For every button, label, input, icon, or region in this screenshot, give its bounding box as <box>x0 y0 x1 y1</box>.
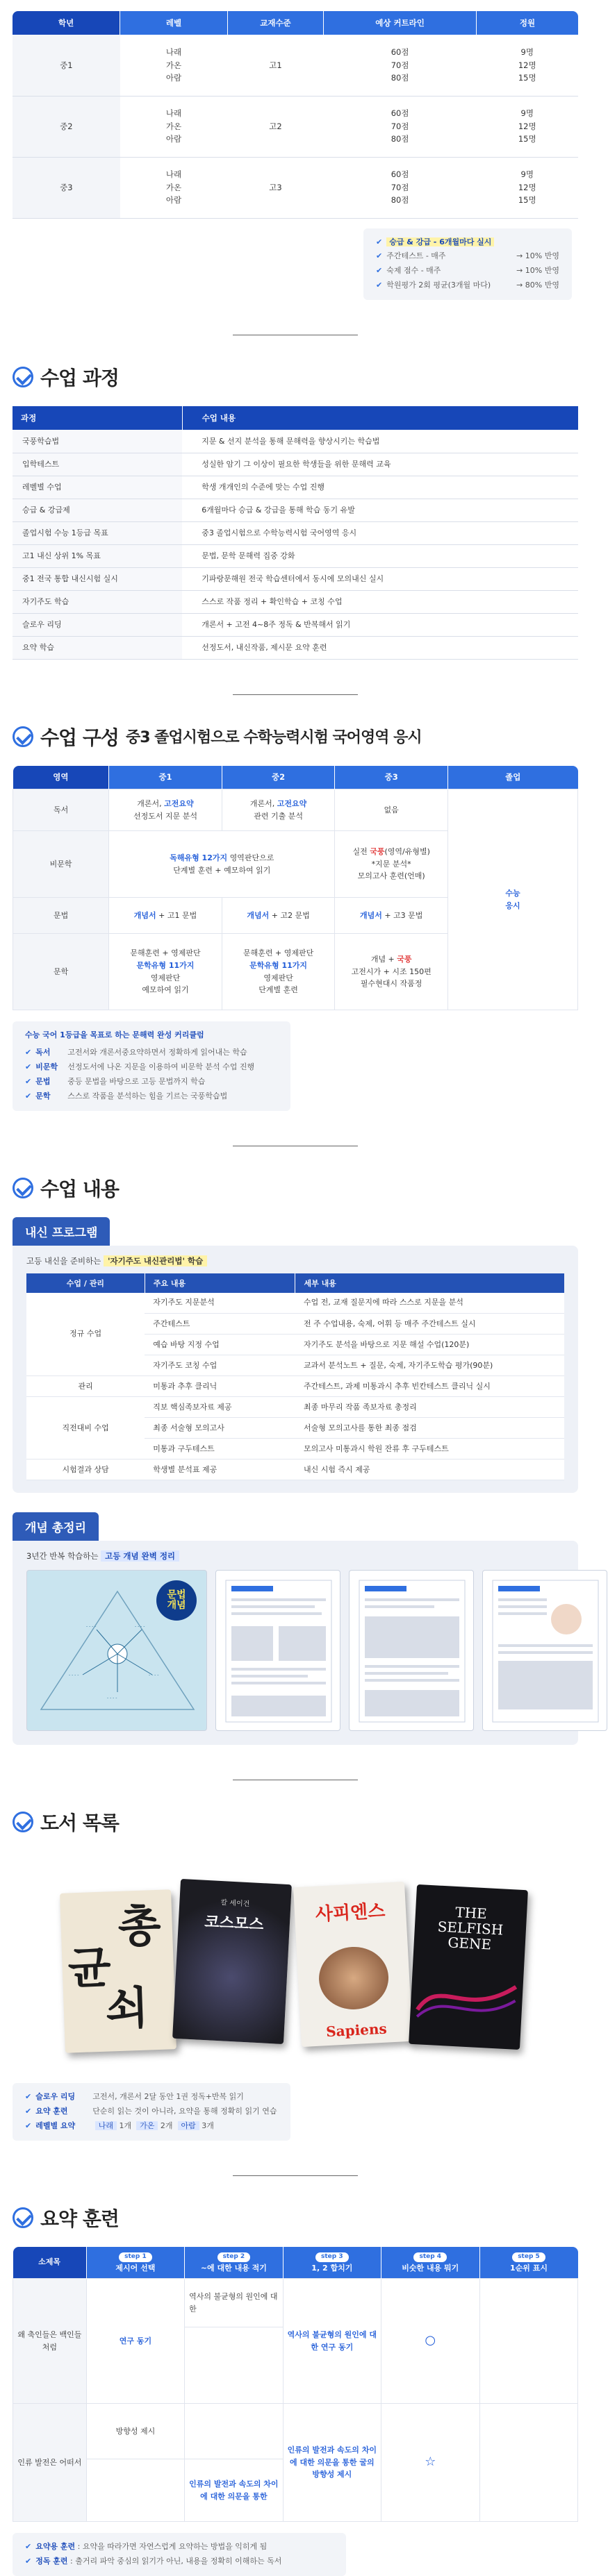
detail-cell: 전 주 수업내용, 숙제, 어휘 등 매주 주간테스트 실시 <box>295 1314 564 1335</box>
course-desc: 6개월마다 승급 & 강급을 통해 학습 동기 유발 <box>182 499 578 521</box>
course-name: 입학테스트 <box>13 453 182 476</box>
main-cell: 주간테스트 <box>145 1314 295 1335</box>
cap-value: 9명 <box>520 169 534 180</box>
grad-cell: 수능 응시 <box>447 789 577 1010</box>
cut-cell <box>324 35 477 96</box>
table-row <box>13 636 578 659</box>
cut-value: 70점 <box>391 60 409 70</box>
cut-cell <box>324 157 477 218</box>
grammar-concept-badge: 문법 개념 <box>156 1580 197 1621</box>
concept-head: 개념 총정리 <box>13 1512 99 1541</box>
section-title: 도서 목록 <box>13 1808 578 1836</box>
course-name: 승급 & 강급제 <box>13 499 182 521</box>
level-name: 가온 <box>165 121 182 131</box>
svg-text:- - - -: - - - - <box>107 1696 117 1701</box>
cut-value: 60점 <box>391 108 409 119</box>
table-row <box>13 499 578 521</box>
cell: 개론서, 고전요약 관련 기출 분석 <box>222 789 335 831</box>
course-name: 레벨별 수업 <box>13 476 182 499</box>
concept-block <box>13 1512 578 1745</box>
level-name: 아람 <box>165 134 182 144</box>
cap-value: 15명 <box>518 134 536 144</box>
cell <box>185 2404 283 2459</box>
cut-value: 70점 <box>391 121 409 131</box>
cap-cell <box>476 157 578 218</box>
course-desc: 문법, 문학 문해력 집중 강화 <box>182 544 578 567</box>
table-row <box>13 476 578 499</box>
cell: 개념서 + 고1 문법 <box>109 898 222 934</box>
section-title: 수업 내용 <box>13 1174 578 1202</box>
check-mark-icon: ✔ <box>25 2092 32 2102</box>
levels-cell <box>120 157 228 218</box>
course-desc: 기파랑문해원 전국 학습센터에서 동시에 모의내신 실시 <box>182 567 578 590</box>
cap-value: 9명 <box>520 108 534 119</box>
table-row <box>13 521 578 544</box>
course-desc: 선정도서, 내신작품, 제시문 요약 훈련 <box>182 636 578 659</box>
course-name: 졸업시험 수능 1등급 목표 <box>13 521 182 544</box>
table-row <box>13 613 578 636</box>
level-name: 아람 <box>165 195 182 206</box>
cut-cell <box>324 96 477 157</box>
concept-card <box>349 1570 474 1731</box>
dna-image <box>410 1968 524 2029</box>
table-row <box>26 1460 564 1480</box>
category-cell: 직전대비 수업 <box>26 1397 145 1460</box>
cut-value: 60점 <box>391 169 409 180</box>
header-main: 주요 내용 <box>145 1273 295 1293</box>
area-cell: 문학 <box>13 934 109 1010</box>
cell <box>86 2459 184 2522</box>
cell: ☆ <box>381 2404 479 2522</box>
naesin-table <box>26 1273 564 1481</box>
category-cell: 관리 <box>26 1376 145 1397</box>
content-section <box>13 1174 578 1746</box>
detail-cell: 주간테스트, 과제 미통과시 추후 빈칸테스트 클리닉 실시 <box>295 1376 564 1397</box>
header-step: step 1 제시어 선택 <box>86 2247 184 2279</box>
course-table <box>13 406 578 660</box>
level-name: 나래 <box>165 47 182 58</box>
summary-section <box>13 2204 578 2576</box>
check-mark-icon: ✔ <box>376 266 383 276</box>
check-mark-icon: ✔ <box>25 1076 32 1086</box>
subtitle-cell: 인류 발전은 어떠서 <box>13 2404 87 2522</box>
cell: 개론서, 고전요약 선정도서 지문 분석 <box>109 789 222 831</box>
header-grade: 학년 <box>13 11 120 35</box>
cell: 개념서 + 고2 문법 <box>222 898 335 934</box>
note-item: ✔ 정독 훈련 : 출거리 파악 중심의 읽기가 아닌, 내용을 정확히 이해하는 독서 <box>25 2557 282 2566</box>
check-mark-icon: ✔ <box>25 2121 32 2130</box>
cell <box>185 2327 283 2404</box>
naesin-panel <box>13 1246 578 1494</box>
structure-note <box>13 1021 290 1110</box>
table-row <box>13 567 578 590</box>
book-cover <box>409 1884 528 2050</box>
grade-cell: 중2 <box>13 96 120 157</box>
header-area: 영역 <box>13 766 109 789</box>
book-cell: 고2 <box>227 96 323 157</box>
table-row <box>13 2404 578 2459</box>
cell: 연구 동기 <box>86 2279 184 2404</box>
category-cell: 시험결과 상담 <box>26 1460 145 1480</box>
svg-text:- - - -: - - - - <box>86 1624 97 1630</box>
cut-value: 80점 <box>391 72 409 83</box>
book-section <box>13 1808 578 2141</box>
main-cell: 직보 핵심족보자료 제공 <box>145 1397 295 1418</box>
cap-cell <box>476 96 578 157</box>
course-name: 자기주도 학습 <box>13 590 182 613</box>
check-mark-icon: ✔ <box>25 2542 32 2552</box>
subtitle-cell: 왜 축인들은 백인들처럼 <box>13 2279 87 2404</box>
main-cell: 미통과 추후 클리닉 <box>145 1376 295 1397</box>
naesin-head: 내신 프로그램 <box>13 1217 110 1246</box>
cap-value: 12명 <box>518 60 536 70</box>
detail-cell: 최종 마무리 작품 족보자료 총정리 <box>295 1397 564 1418</box>
detail-cell: 수업 전, 교재 질문지에 따라 스스로 지문을 분석 <box>295 1293 564 1314</box>
table-row <box>26 1293 564 1314</box>
levels-cell <box>120 35 228 96</box>
note-item: ✔ 요약 훈련 단순히 읽는 것이 아니라, 요약을 통해 정확히 읽기 연습 <box>25 2106 277 2116</box>
svg-text:- - - -: - - - - <box>135 1624 145 1630</box>
book-cover: 사피엔스 Sapiens <box>293 1882 413 2047</box>
note-item: ✔ 슬로우 리딩 고전서, 개론서 2달 동안 1권 정독+반복 읽기 <box>25 2092 244 2102</box>
header-step: step 3 1, 2 합치기 <box>283 2247 381 2279</box>
note-item: ✔ 레벨별 요약 나래 1개 가온 2개 아람 3개 <box>25 2121 214 2130</box>
summary-table <box>13 2247 578 2523</box>
header-capacity: 정원 <box>476 11 578 35</box>
section-title: 수업 구성 중3 졸업시험으로 수학능력시험 국어영역 응시 <box>13 723 578 751</box>
check-mark-icon: ✔ <box>376 251 383 261</box>
concept-card <box>215 1570 340 1731</box>
arrow-icon: → <box>516 281 523 290</box>
area-cell: 문법 <box>13 898 109 934</box>
table-row <box>13 2279 578 2327</box>
naesin-intro: 고등 내신을 준비하는 '자기주도 내신관리법' 학습 <box>26 1255 564 1266</box>
cell: 개념 + 국풍 고전시가 + 시조 150편 필수현대시 작품정 <box>335 934 448 1010</box>
main-cell: 예습 바탕 지정 수업 <box>145 1335 295 1355</box>
cut-value: 60점 <box>391 47 409 58</box>
book-title: 총 균 쇠 <box>67 1899 162 2036</box>
main-cell: 자기주도 코칭 수업 <box>145 1355 295 1376</box>
header-book: 교재수준 <box>227 11 323 35</box>
structure-section <box>13 723 578 1111</box>
course-name: 중1 전국 통합 내신시험 실시 <box>13 567 182 590</box>
concept-card <box>26 1570 207 1731</box>
table-row <box>26 1376 564 1397</box>
level-name: 나래 <box>165 169 182 180</box>
header-step: step 4 비슷한 내용 뭐기 <box>381 2247 479 2279</box>
header-grad: 졸업 <box>447 766 577 789</box>
cap-value: 9명 <box>520 47 534 58</box>
check-mark-icon: ✔ <box>25 1091 32 1101</box>
header-m3: 중3 <box>335 766 448 789</box>
header-step: step 2 ~에 대한 내용 적기 <box>185 2247 283 2279</box>
check-mark-icon: ✔ <box>376 281 383 290</box>
cap-cell <box>476 35 578 96</box>
check-circle-icon <box>13 1178 33 1198</box>
cell: 문해훈련 + 영제판단 문학유형 11가지 영제판단 예모하여 읽기 <box>109 934 222 1010</box>
detail-cell: 모의고사 미통과시 학원 잔류 후 구두테스트 <box>295 1439 564 1460</box>
course-desc: 개론서 + 고전 4~8주 정독 & 반복해서 읽기 <box>182 613 578 636</box>
check-mark-icon: ✔ <box>376 237 383 246</box>
section-title: 수업 과정 <box>13 363 578 391</box>
section-divider <box>233 2175 358 2176</box>
cell: ○ <box>381 2279 479 2404</box>
level-name: 가온 <box>165 182 182 192</box>
cap-value: 15명 <box>518 72 536 83</box>
promo-note-item: ✔ 학원평가 2회 평균(3개월 마다) → 80% 반영 <box>376 281 559 290</box>
cell: 역사의 불균형의 원인에 대한 <box>185 2279 283 2327</box>
header-subtitle: 소제목 <box>13 2247 87 2279</box>
cap-value: 15명 <box>518 195 536 206</box>
cut-value: 70점 <box>391 182 409 192</box>
structure-table <box>13 766 578 1011</box>
book-cell: 고3 <box>227 157 323 218</box>
arrow-icon: → <box>516 266 523 276</box>
worksheet-image <box>216 1571 341 1732</box>
levels-cell <box>120 96 228 157</box>
check-circle-icon <box>13 726 33 747</box>
note-item: ✔ 비문학 선정도서에 나온 지문을 이용하여 비문학 분석 수업 진행 <box>25 1062 255 1071</box>
book-cover: 칼 세이건 코스모스 <box>172 1879 292 2044</box>
cell: 방향성 제시 <box>86 2404 184 2459</box>
table-row <box>26 1397 564 1418</box>
promo-note-item: ✔ 주간테스트 - 매주 → 10% 반영 <box>376 251 559 261</box>
main-cell: 학생별 분석표 제공 <box>145 1460 295 1480</box>
detail-cell: 내신 시험 즉시 제공 <box>295 1460 564 1480</box>
note-title: 수능 국어 1등급을 목표로 하는 문해력 완성 커리큘럼 <box>25 1030 204 1040</box>
header-step: step 5 1순위 표시 <box>479 2247 578 2279</box>
book-showcase <box>13 1850 578 2079</box>
book-cover <box>60 1889 176 2052</box>
table-row <box>13 35 578 96</box>
header-detail: 세부 내용 <box>295 1273 564 1293</box>
course-desc: 성실한 암기 그 이상이 필요한 학생들을 위한 문해력 교육 <box>182 453 578 476</box>
course-desc: 지문 & 선지 분석을 통해 문해력을 향상시키는 학습법 <box>182 430 578 453</box>
check-mark-icon: ✔ <box>25 1047 32 1057</box>
table-row <box>13 453 578 476</box>
area-cell: 독서 <box>13 789 109 831</box>
course-desc: 중3 졸업시험으로 수학능력시험 국어영역 응시 <box>182 521 578 544</box>
course-name: 고1 내신 상위 1% 목표 <box>13 544 182 567</box>
course-desc: 스스로 작품 정리 + 확인학습 + 코칭 수업 <box>182 590 578 613</box>
section-title: 요약 훈련 <box>13 2204 578 2232</box>
naesin-block <box>13 1217 578 1494</box>
concept-panel <box>13 1541 578 1745</box>
detail-cell: 서술형 모의고사를 통한 최종 점검 <box>295 1418 564 1439</box>
main-cell: 최종 서술형 모의고사 <box>145 1418 295 1439</box>
course-name: 슬로우 리딩 <box>13 613 182 636</box>
cap-value: 12명 <box>518 182 536 192</box>
header-m1: 중1 <box>109 766 222 789</box>
grade-cell: 중3 <box>13 157 120 218</box>
category-cell: 정규 수업 <box>26 1293 145 1376</box>
cell: 실전 국풍(영역/유형별) *지문 분석* 모의고사 훈련(언매) <box>335 831 448 898</box>
check-mark-icon: ✔ <box>25 2557 32 2566</box>
concept-cards <box>26 1570 564 1731</box>
cell: 개념서 + 고3 문법 <box>335 898 448 934</box>
cell <box>479 2279 578 2404</box>
table-row <box>13 544 578 567</box>
cell: 인류의 발전과 속도의 차이에 대한 의문을 통한 <box>185 2459 283 2522</box>
check-mark-icon: ✔ <box>25 2106 32 2116</box>
main-cell: 미통과 구두테스트 <box>145 1439 295 1460</box>
section-subtitle: 중3 졸업시험으로 수학능력시험 국어영역 응시 <box>125 729 422 747</box>
header-level: 레벨 <box>120 11 228 35</box>
book-cell: 고1 <box>227 35 323 96</box>
course-name: 국풍학습법 <box>13 430 182 453</box>
note-item: ✔ 문학 스스로 작품을 분석하는 힘을 기르는 국풍학습법 <box>25 1091 228 1101</box>
check-mark-icon: ✔ <box>25 1062 32 1071</box>
table-row <box>13 590 578 613</box>
check-circle-icon <box>13 1812 33 1832</box>
level-table <box>13 11 578 219</box>
detail-cell: 자기주도 분석을 바탕으로 지문 해설 수업(120분) <box>295 1335 564 1355</box>
level-name: 가온 <box>165 60 182 70</box>
header-cat: 수업 / 관리 <box>26 1273 145 1293</box>
grade-cell: 중1 <box>13 35 120 96</box>
main-cell: 자기주도 지문분석 <box>145 1293 295 1314</box>
note-item: ✔ 독서 고전서와 개론서중요약하면서 정확하게 읽어내는 학습 <box>25 1047 247 1057</box>
promo-note-title: ✔ 승급 & 강급 - 6개월마다 실시 <box>376 235 559 250</box>
cut-value: 80점 <box>391 195 409 206</box>
promo-note-item: ✔ 숙제 점수 - 매주 → 10% 반영 <box>376 266 559 276</box>
cut-value: 80점 <box>391 134 409 144</box>
check-circle-icon <box>13 367 33 387</box>
svg-text:- - - -: - - - - <box>149 1673 159 1678</box>
cell: 역사의 불균형의 원인에 대한 연구 동기 <box>283 2279 381 2404</box>
book-note <box>13 2083 290 2141</box>
section-divider <box>233 694 358 695</box>
header-course: 과정 <box>13 406 182 430</box>
cell: 인류의 발전과 속도의 차이에 대한 의문을 통한 굴의 방향성 제시 <box>283 2404 381 2522</box>
course-section <box>13 363 578 660</box>
promo-note <box>363 228 572 301</box>
header-m2: 중2 <box>222 766 335 789</box>
svg-text:- - - -: - - - - <box>69 1673 79 1678</box>
level-name: 아람 <box>165 72 182 83</box>
table-row <box>13 96 578 157</box>
header-content: 수업 내용 <box>182 406 578 430</box>
table-row <box>13 157 578 218</box>
course-desc: 학생 개개인의 수준에 맞는 수업 진행 <box>182 476 578 499</box>
detail-cell: 교과서 분석노트 + 질문, 숙제, 자기주도학습 평가(90분) <box>295 1355 564 1376</box>
table-row <box>13 789 578 831</box>
concept-intro: 3년간 반복 학습하는 고등 개념 완벽 정리 <box>26 1550 564 1562</box>
worksheet-image <box>483 1571 608 1732</box>
check-circle-icon <box>13 2207 33 2228</box>
summary-note <box>13 2533 346 2576</box>
arrow-icon: → <box>516 251 523 261</box>
concept-card <box>482 1570 607 1731</box>
face-image <box>318 1945 391 2011</box>
note-item: ✔ 요약용 훈련 : 요약을 따라가면 자연스럽게 요약하는 방법을 익히게 됨 <box>25 2542 268 2552</box>
course-name: 요약 학습 <box>13 636 182 659</box>
note-item: ✔ 문법 중등 문법을 바탕으로 고등 문법까지 학습 <box>25 1076 206 1086</box>
book-title: THE SELFISH GENE <box>437 1903 504 1953</box>
cell: 독해유형 12가지 영역판단으로 단계별 훈련 + 예모하여 읽기 <box>109 831 335 898</box>
cell: 없음 <box>335 789 448 831</box>
level-name: 나래 <box>165 108 182 119</box>
cell <box>479 2404 578 2522</box>
level-section <box>13 0 578 300</box>
area-cell: 비문학 <box>13 831 109 898</box>
header-cut: 예상 커트라인 <box>324 11 477 35</box>
cell: 문해훈련 + 영제판단 문학유형 11가지 영제판단 단계별 훈련 <box>222 934 335 1010</box>
cap-value: 12명 <box>518 121 536 131</box>
table-row <box>13 430 578 453</box>
worksheet-image <box>350 1571 475 1732</box>
